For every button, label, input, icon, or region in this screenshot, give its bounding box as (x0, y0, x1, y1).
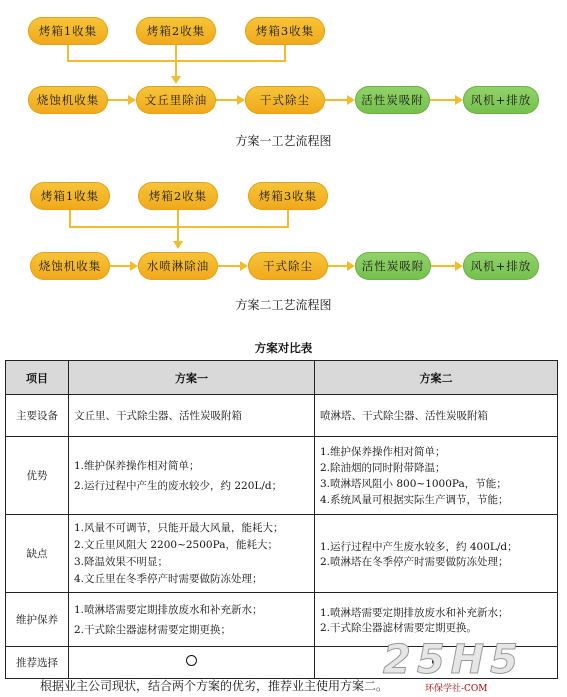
connector (177, 226, 179, 241)
arrow-right-icon (240, 261, 248, 271)
cell-line: 1.风量不可调节，只能开最大风量，能耗大； (74, 521, 284, 534)
watermark-logo (383, 637, 558, 694)
watermark-subtext: 环保学社-COM (425, 684, 488, 694)
footer-text: 根据业主公司现状，结合两个方案的优劣，推荐业主使用方案二。 (40, 679, 389, 693)
oven-3-box: 烤箱3收集 (245, 17, 325, 45)
step-spray-box: 水喷淋除油 (138, 252, 218, 280)
cell-line: 2.文丘里风阻大 2200~2500Pa，能耗大； (74, 538, 278, 551)
cell-line: 4.文丘里在冬季停产时需要做防冻处理； (74, 572, 263, 585)
open-circle-icon (186, 655, 197, 666)
oven-2-box: 烤箱2收集 (138, 182, 218, 210)
connector (430, 99, 455, 101)
connector (218, 265, 240, 267)
cell-line: 文丘里、干式除尘器、活性炭吸附箱 (74, 409, 242, 422)
connector (108, 99, 128, 101)
connector (328, 265, 347, 267)
connector (287, 210, 289, 227)
step-carbon-box: 活性炭吸附 (355, 252, 431, 280)
step-fan-box: 风机+排放 (463, 86, 539, 114)
connector (325, 99, 347, 101)
header-item: 项目 (6, 361, 69, 395)
plan2-cell (315, 395, 558, 437)
step-dry-dust-box: 干式除尘 (245, 86, 325, 114)
flow2-caption: 方案二工艺流程图 (235, 298, 332, 312)
cell-line: 2.运行过程中产生的废水较少，约 220L/d； (74, 479, 283, 492)
arrow-right-icon (347, 261, 355, 271)
header-plan-1: 方案一 (69, 361, 315, 395)
connector (216, 99, 237, 101)
cell-line: 2.喷淋塔在冬季停产时需要做防冻处理； (320, 555, 509, 568)
arrow-right-icon (237, 95, 245, 105)
arrow-right-icon (347, 95, 355, 105)
oven-2-box: 烤箱2收集 (136, 17, 216, 45)
plan2-cell (315, 515, 558, 593)
cell-line: 3.喷淋塔风阻小 800~1000Pa，节能； (320, 477, 507, 490)
step-ablation-box: 烧蚀机收集 (28, 86, 108, 114)
cell-line: 1.维护保养操作相对简单； (320, 445, 446, 458)
connector (110, 265, 130, 267)
plan1-cell (69, 647, 315, 679)
step-carbon-box: 活性炭吸附 (355, 86, 430, 114)
arrow-down-icon (171, 76, 181, 84)
row-label: 主要设备 (6, 395, 69, 437)
step-ablation-box: 烧蚀机收集 (30, 252, 110, 280)
table-header-row (6, 361, 558, 395)
oven-1-box: 烤箱1收集 (30, 182, 110, 210)
oven-3-box: 烤箱3收集 (248, 182, 328, 210)
cell-line: 4.系统风量可根据实际生产调节，节能； (320, 493, 509, 506)
row-label: 维护保养 (6, 593, 69, 647)
table-row (6, 515, 558, 593)
cell-line: 1.喷淋塔需要定期排放废水和补充新水； (74, 603, 263, 616)
cell-line: 1.运行过程中产生废水较多，约 400L/d； (320, 540, 518, 553)
oven-1-box: 烤箱1收集 (28, 17, 108, 45)
comparison-table (5, 360, 558, 683)
plan1-cell (69, 437, 315, 515)
step-fan-box: 风机+排放 (463, 252, 539, 280)
cell-line: 2.除油烟的同时附带降温； (320, 461, 446, 474)
connector (175, 45, 177, 61)
plan1-cell (69, 515, 315, 593)
flow1-caption: 方案一工艺流程图 (235, 134, 332, 148)
cell-line: 1.维护保养操作相对简单； (74, 459, 200, 472)
connector (431, 265, 455, 267)
arrow-right-icon (455, 95, 463, 105)
table-row (6, 395, 558, 437)
header-plan-2: 方案二 (315, 361, 558, 395)
watermark-logo-text: 25H5 (383, 637, 524, 683)
plan1-cell (69, 395, 315, 437)
cell-line: 3.降温效果不明显； (74, 555, 169, 568)
cell-line: 1.喷淋塔需要定期排放废水和补充新水； (320, 606, 509, 619)
cell-line: 2.干式除尘器滤材需要定期更换； (74, 623, 232, 636)
connector (67, 45, 69, 61)
connector (69, 226, 289, 228)
connector (177, 210, 179, 227)
row-label: 缺点 (6, 515, 69, 593)
connector (284, 45, 286, 61)
row-label: 优势 (6, 437, 69, 515)
connector (175, 60, 177, 76)
arrow-right-icon (455, 261, 463, 271)
step-dry-dust-box: 干式除尘 (248, 252, 328, 280)
row-label: 推荐选择 (6, 647, 69, 679)
arrow-down-icon (173, 241, 183, 249)
table-row (6, 437, 558, 515)
cell-line: 喷淋塔、干式除尘器、活性炭吸附箱 (320, 410, 488, 422)
arrow-right-icon (130, 261, 138, 271)
plan1-cell (69, 593, 315, 647)
table-title: 方案对比表 (254, 341, 313, 355)
connector (69, 210, 71, 227)
cell-line: 2.干式除尘器滤材需要定期更换。 (320, 621, 478, 634)
arrow-right-icon (128, 95, 136, 105)
step-venturi-box: 文丘里除油 (136, 86, 216, 114)
plan2-cell (315, 437, 558, 515)
